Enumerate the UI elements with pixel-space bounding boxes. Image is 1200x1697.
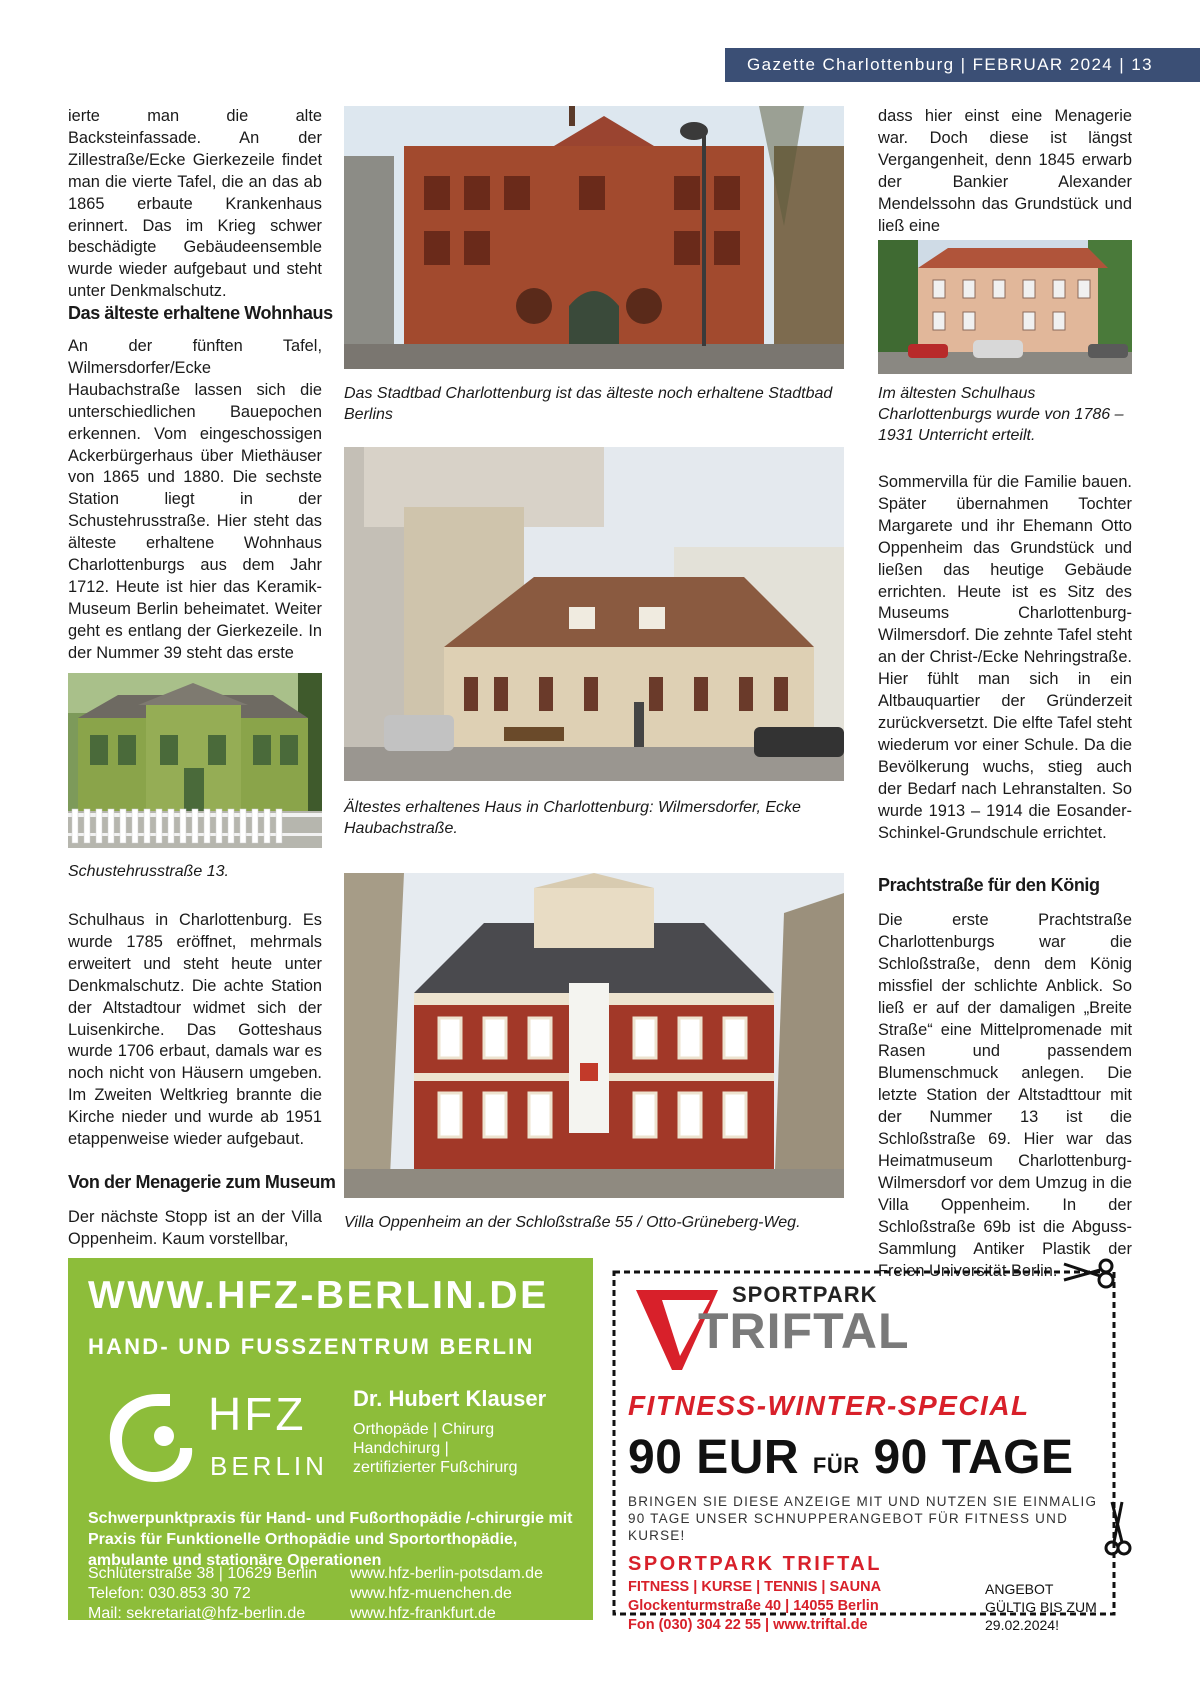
mail-line[interactable]: Mail: sekretariat@hfz-berlin.de bbox=[88, 1605, 306, 1622]
scissors-icon bbox=[1102, 1498, 1132, 1558]
stadtbad-image bbox=[344, 106, 844, 369]
phone-web-line[interactable]: Fon (030) 304 22 55 | www.triftal.de bbox=[628, 1617, 868, 1633]
hand-foot-logo-icon bbox=[98, 1386, 203, 1491]
phone-line: Telefon: 030.853 30 72 bbox=[88, 1585, 251, 1602]
triftal-validity bbox=[985, 1580, 1097, 1634]
paragraph: ierte man die alte Backsteinfassade. An der Zillestraße/Ecke Gierkezeile findet man die vierte Tafel, die an das ab 1865 erbaute Krankenhaus erinnert. Das im Krieg schwer beschädigte Gebäudeensemble wurde wieder aufgebaut und steht unter Denkmalschutz. bbox=[68, 107, 322, 301]
hfz-logo-berlin: BERLIN bbox=[210, 1451, 328, 1481]
caption-stadtbad: Das Stadtbad Charlottenburg ist das älteste noch erhaltene Stadtbad Berlins bbox=[344, 385, 833, 423]
left-column-mid bbox=[68, 336, 322, 665]
triftal-logo-top: SPORTPARK bbox=[732, 1282, 878, 1307]
triftal-headline: FITNESS-WINTER-SPECIAL bbox=[628, 1390, 1030, 1421]
triftal-offer bbox=[628, 1430, 1073, 1485]
left-column-top bbox=[68, 106, 322, 303]
hfz-specialty bbox=[353, 1420, 553, 1477]
right-column-bottom bbox=[878, 910, 1132, 1282]
ad-hfz-berlin[interactable] bbox=[68, 1258, 593, 1620]
website-link[interactable]: www.hfz-berlin-potsdam.de bbox=[350, 1565, 543, 1582]
validity-line: GÜLTIG BIS ZUM bbox=[985, 1599, 1097, 1615]
header-bar: Gazette Charlottenburg | FEBRUAR 2024 | 13 bbox=[725, 48, 1200, 82]
photo-schustehrusstrasse bbox=[68, 673, 322, 848]
photo-stadtbad bbox=[344, 106, 844, 369]
villa-oppenheim-image bbox=[344, 873, 844, 1198]
old-school-image bbox=[878, 240, 1132, 374]
triftal-name: SPORTPARK TRIFTAL bbox=[628, 1553, 882, 1575]
website-link[interactable]: www.hfz-frankfurt.de bbox=[350, 1605, 496, 1622]
photo-villa-oppenheim bbox=[344, 873, 844, 1198]
paragraph: Sommervilla für die Familie bauen. Später übernahmen Tochter Margarete und ihr Ehemann Otto Oppenheim das Grundstück und ließen das heutige Gebäude errichten. Heute ist es Sitz des Museums Charlottenburg-Wilmersdorf. Die zehnte Tafel steht an der Christ-/Ecke Nehringstraße. Hier fühlt man sich in ein Altbauquartier der Gründerzeit zurückversetzt. Die elfte Tafel steht wiederum vor einer Schule. Da die Bevölkerung wuchs, stieg auch der Bedarf nach Lehranstalten. So wurde 1913 – 1914 die Eosander-Schinkel-Grundschule errichtet. bbox=[878, 473, 1132, 842]
offer-duration: 90 TAGE bbox=[873, 1431, 1074, 1484]
photo-old-school bbox=[878, 240, 1132, 374]
hfz-address bbox=[88, 1564, 317, 1624]
hfz-subtitle: HAND- UND FUSSZENTRUM BERLIN bbox=[88, 1334, 535, 1359]
left-column-lower bbox=[68, 910, 322, 1151]
hfz-logo-text: HFZ bbox=[208, 1388, 307, 1440]
validity-line: 29.02.2024! bbox=[985, 1617, 1059, 1633]
info-line: FITNESS | KURSE | TENNIS | SAUNA bbox=[628, 1579, 882, 1595]
photo-oldest-house bbox=[344, 447, 844, 781]
page-header bbox=[0, 48, 1200, 82]
validity-line: ANGEBOT bbox=[985, 1581, 1054, 1597]
caption-old-school: Im ältesten Schulhaus Charlottenburgs wurde von 1786 – 1931 Unterricht erteilt. bbox=[878, 385, 1124, 444]
hfz-practice-description: Schwerpunktpraxis für Hand- und Fußorthopädie /-chirurgie mit Praxis für Funktionelle Orthopädie und Sportorthopädie, ambulante und stationäre Operationen bbox=[88, 1510, 573, 1569]
section-heading: Das älteste erhaltene Wohnhaus bbox=[68, 303, 333, 323]
offer-for: FÜR bbox=[812, 1453, 860, 1478]
paragraph: dass hier einst eine Menagerie war. Doch diese ist längst Vergangenheit, denn 1845 erwarb der Bankier Alexander Mendelssohn das Grundstück und ließ eine bbox=[878, 107, 1132, 235]
right-column-mid bbox=[878, 472, 1132, 844]
hfz-url[interactable]: WWW.HFZ-BERLIN.DE bbox=[88, 1274, 549, 1317]
oldest-house-image bbox=[344, 447, 844, 781]
caption-villa-oppenheim: Villa Oppenheim an der Schloßstraße 55 / Otto-Grüneberg-Weg. bbox=[344, 1214, 801, 1231]
triftal-logo-bottom: TRIFTAL bbox=[698, 1303, 910, 1359]
offer-price: 90 EUR bbox=[628, 1431, 800, 1484]
right-column-top bbox=[878, 106, 1132, 237]
specialty-line: zertifizierter Fußchirurg bbox=[353, 1459, 518, 1476]
specialty-line: Handchirurg | bbox=[353, 1440, 449, 1457]
paragraph: An der fünften Tafel, Wilmersdorfer/Ecke Haubachstraße lassen sich die unterschiedlichen Bauepochen erkennen. Vom eingeschossigen Ackerbürgerhaus über Miethäuser von 1865 und 1880. Die sechste Station liegt in der Schustehrusstraße. Hier steht das älteste erhaltene Wohnhaus Charlottenburgs aus dem Jahr 1712. Heute ist hier das Keramik-Museum Berlin beheimatet. Weiter geht es entlang der Gierkezeile. In der Nummer 39 steht das erste bbox=[68, 337, 322, 662]
section-heading: Prachtstraße für den König bbox=[878, 875, 1100, 895]
specialty-line: Orthopäde | Chirurg bbox=[353, 1421, 495, 1438]
paragraph: Schulhaus in Charlottenburg. Es wurde 1785 eröffnet, mehrmals erweitert und steht heute unter Denkmalschutz. Die achte Station der Altstadtour widmet sich der Luisenkirche. Das Gotteshaus wurde 1706 erbaut, damals war es noch nicht von Häusern umgeben. Im Zweiten Weltkrieg brannte die Kirche nieder und wurde ab 1951 etappenweise wieder aufgebaut. bbox=[68, 911, 322, 1149]
address-line: Schlüterstraße 38 | 10629 Berlin bbox=[88, 1565, 318, 1582]
paragraph: Die erste Prachtstraße Charlottenburgs war die Schloßstraße, denn dem König missfiel der schlichte Anblick. So ließ er auf der damaligen „Breite Straße“ eine Mittelpromenade mit Rasen und passendem Blumenschmuck anlegen. Die letzte Station der Altstadttour mit der Nummer 13 ist die Schloßstraße 69. Hier war das Heimatmuseum Charlottenburg-Wilmersdorf vor dem Umzug in die Villa Oppenheim. In der Schloßstraße 69b ist die Abguss-Sammlung Antiker Plastik der Freien Universität Berlin. bbox=[878, 911, 1132, 1280]
address-line: Glockenturmstraße 40 | 14055 Berlin bbox=[628, 1598, 879, 1614]
left-column-bottom bbox=[68, 1207, 322, 1251]
caption-oldest-house: Ältestes erhaltenes Haus in Charlottenburg: Wilmersdorfer, Ecke Haubachstraße. bbox=[344, 799, 801, 837]
website-link[interactable]: www.hfz-muenchen.de bbox=[350, 1585, 512, 1602]
hfz-websites bbox=[350, 1564, 543, 1624]
triftal-instructions: BRINGEN SIE DIESE ANZEIGE MIT UND NUTZEN SIE EINMALIG 90 TAGE UNSER SCHNUPPERANGEBOT FÜR FITNESS UND KURSE! bbox=[628, 1494, 1098, 1543]
triftal-contact bbox=[628, 1578, 881, 1635]
scissors-icon bbox=[1060, 1258, 1120, 1294]
green-house-image bbox=[68, 673, 322, 848]
hfz-doctor-name: Dr. Hubert Klauser bbox=[353, 1386, 547, 1411]
caption-green-house: Schustehrusstraße 13. bbox=[68, 863, 229, 880]
paragraph: Der nächste Stopp ist an der Villa Oppenheim. Kaum vorstellbar, bbox=[68, 1208, 322, 1248]
ad-sportpark-triftal[interactable] bbox=[612, 1258, 1132, 1633]
section-heading: Von der Menagerie zum Museum bbox=[68, 1172, 336, 1192]
